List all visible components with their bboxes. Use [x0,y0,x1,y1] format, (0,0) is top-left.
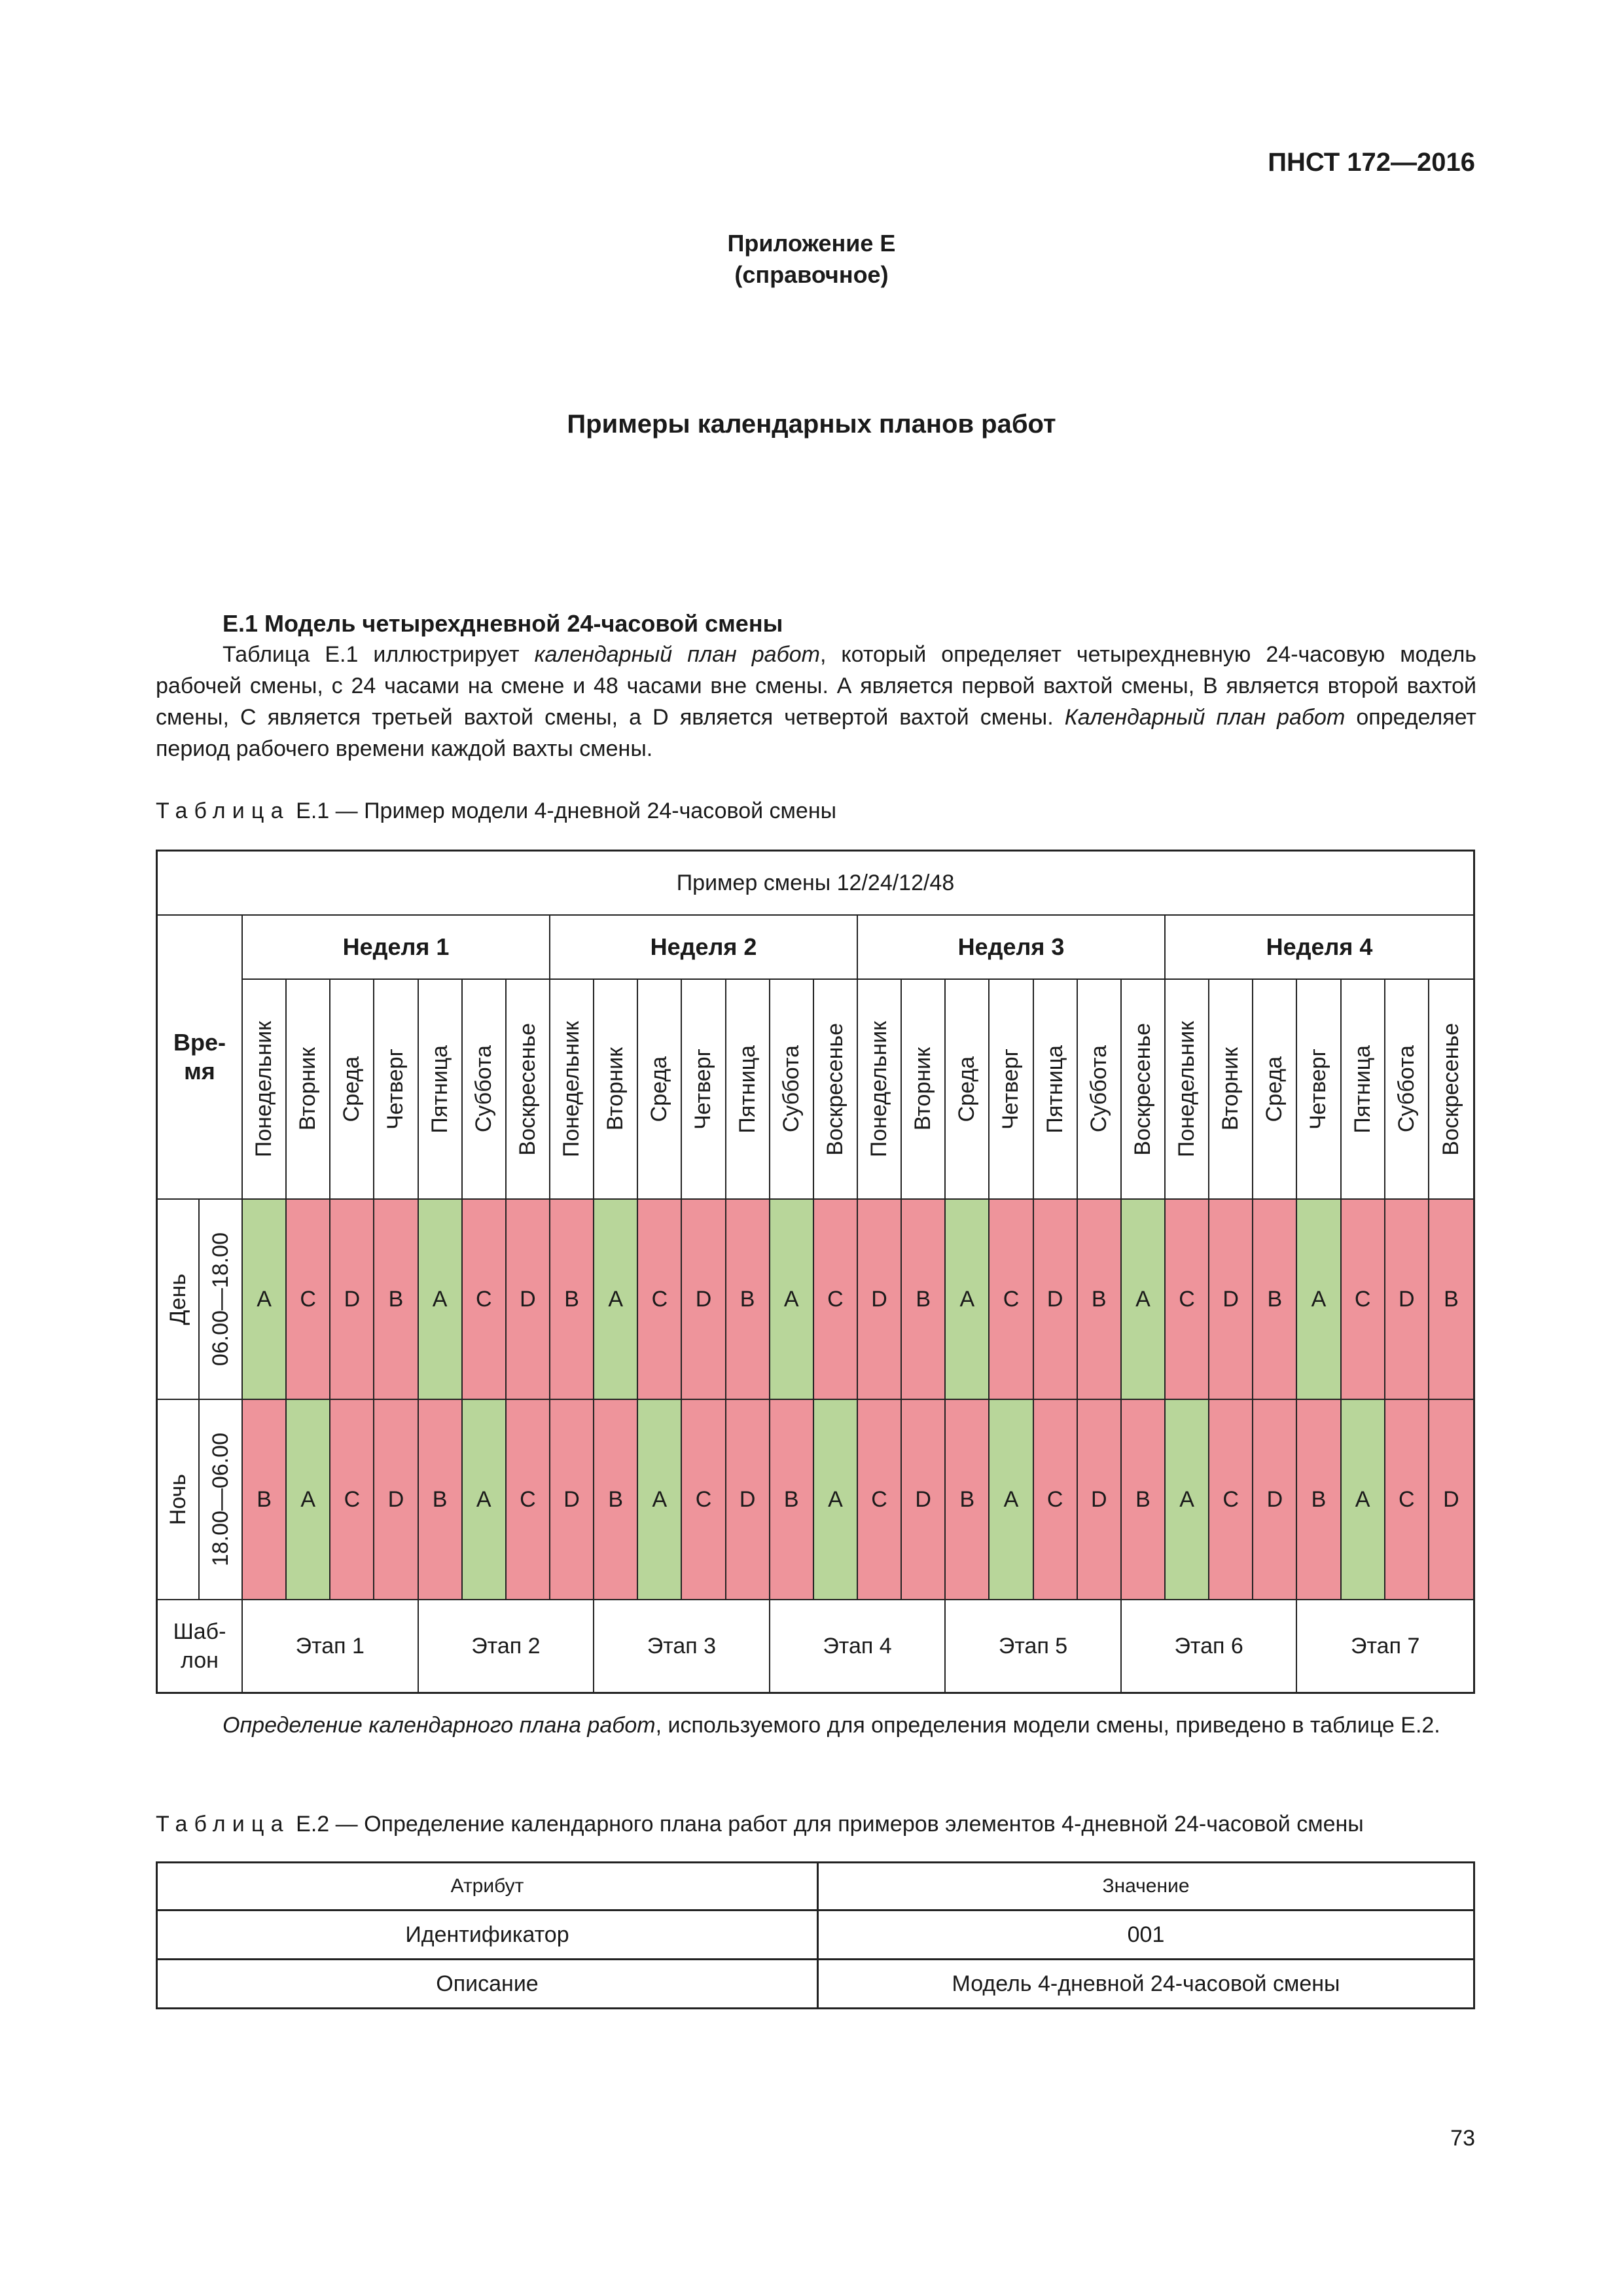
day-header-text: Понедельник [251,1020,277,1158]
table2-caption-text: Е.2 — Определение календарного плана работ для примеров элементов 4-дневной 24-часовой смены [296,1812,1364,1837]
paragraph-intro-text [156,639,1476,764]
stage-cell-text: Этап 3 [647,1633,717,1659]
table-row [157,1960,1474,2009]
day-header-text: Понедельник [1174,1020,1200,1158]
shift-cell-text: D [387,1486,404,1512]
shift-cell-text: B [1444,1286,1459,1312]
day-header-text: Среда [339,1056,365,1122]
shift-cell-text: A [300,1486,316,1512]
text-run: Таблица Е.1 иллюстрирует [223,642,535,667]
shift-time-text: 06.00—18.00 [207,1232,233,1367]
day-header [243,980,287,1200]
stage-cell [1122,1600,1298,1692]
day-header [419,980,463,1200]
shift-cell-text: B [916,1286,931,1312]
shift-cell-text: A [1135,1286,1150,1312]
shift-cell [638,1400,682,1600]
shift-cell [243,1200,287,1400]
day-header-text: Суббота [1393,1045,1419,1133]
day-header [1429,980,1473,1200]
shift-cell [507,1200,550,1400]
stage-cell [1297,1600,1473,1692]
template-label [158,1600,243,1692]
day-header [287,980,330,1200]
shift-cell [1209,1400,1253,1600]
day-header-text: Четверг [1306,1049,1331,1130]
shift-cell [1385,1400,1429,1600]
day-header-text: Суббота [471,1045,496,1133]
shift-time [200,1200,243,1400]
shift-cell-text: A [432,1286,448,1312]
shift-cell-text: C [1398,1486,1415,1512]
day-header-text: Воскресенье [1438,1022,1463,1156]
table-cell: Модель 4-дневной 24-часовой смены [818,1960,1474,2009]
shift-cell-text: C [300,1286,316,1312]
shift-label [158,1200,200,1400]
day-header [1078,980,1122,1200]
day-header-text: Воскресенье [514,1022,540,1156]
shift-cell [243,1400,287,1600]
day-header [463,980,507,1200]
shift-cell [858,1400,902,1600]
shift-time [200,1400,243,1600]
shift-cell-text: D [520,1286,536,1312]
shift-cell [682,1200,726,1400]
shift-cell [1253,1400,1297,1600]
day-header-text: Воскресенье [1130,1022,1155,1156]
time-header [158,916,243,1200]
stage-cell [770,1600,946,1692]
shift-cell-text: D [915,1486,931,1512]
paragraph-intro [156,639,1476,764]
paragraph-definition-text [156,1710,1476,1741]
day-header [638,980,682,1200]
day-header [1297,980,1341,1200]
shift-cell-text: A [828,1486,843,1512]
shift-cell-text: C [871,1486,887,1512]
stage-cell [243,1600,419,1692]
stage-cell-text: Этап 6 [1174,1633,1243,1659]
shift-cell [330,1400,374,1600]
table1-title-text: Пример смены 12/24/12/48 [676,870,955,895]
shift-cell-text: A [476,1486,491,1512]
shift-cell [990,1200,1033,1400]
shift-cell-text: B [1135,1486,1150,1512]
day-header [946,980,990,1200]
day-header [858,980,902,1200]
shift-cell [1078,1400,1122,1600]
shift-cell-text: C [1003,1286,1020,1312]
shift-cell-text: A [1179,1486,1194,1512]
shift-cell-text: D [1398,1286,1415,1312]
shift-cell-text: D [871,1286,887,1312]
shift-cell-text: C [1222,1486,1239,1512]
stage-cell-text: Этап 5 [998,1633,1068,1659]
day-header-text: Понедельник [559,1020,584,1158]
shift-cell-text: A [1311,1286,1327,1312]
table1-title [158,852,1473,916]
shift-cell-text: A [1355,1486,1370,1512]
shift-cell-text: B [388,1286,404,1312]
time-header-text: Вре- мя [173,1029,226,1085]
table-row [157,1910,1474,1960]
shift-cell-text: C [1354,1286,1371,1312]
week-header-text: Неделя 2 [650,933,757,960]
table1-caption-label: Таблица [156,798,290,823]
day-header [1166,980,1209,1200]
shift-cell [1297,1400,1341,1600]
table-cell: 001 [818,1910,1474,1960]
day-header-text: Воскресенье [822,1022,847,1156]
shift-cell-text: B [257,1486,272,1512]
shift-cell-text: D [563,1486,580,1512]
text-run: , который определяет четырехдневную 24-часовую модель рабочей смены, с 24 часами на смене и 48 часами вне смены. А является первой вахтой смены, В является второй вахтой смены, С является третьей вахтой смены, а D является четвертой вахтой смены. [156,642,1477,730]
shift-cell [287,1200,330,1400]
shift-cell-text: B [783,1486,799,1512]
text-run: определяет период рабочего времени каждой вахты смены. [156,705,1477,761]
shift-cell [1429,1400,1473,1600]
shift-cell [726,1400,770,1600]
shift-cell [814,1400,858,1600]
shift-cell-text: A [1003,1486,1019,1512]
shift-cell [1122,1200,1166,1400]
shift-cell [770,1200,814,1400]
shift-cell-text: A [783,1286,799,1312]
day-header [507,980,550,1200]
shift-cell-text: B [1311,1486,1327,1512]
template-label-text: Шаб- лон [173,1619,226,1673]
shift-cell [726,1200,770,1400]
shift-cell [287,1400,330,1600]
shift-cell [550,1200,594,1400]
shift-cell-text: C [695,1486,712,1512]
shift-cell [902,1400,946,1600]
table1-caption-text: Е.1 — Пример модели 4-дневной 24-часовой смены [296,798,837,823]
shift-time-text: 18.00—06.00 [207,1432,233,1567]
shift-cell-text: D [1046,1286,1063,1312]
shift-cell [902,1200,946,1400]
shift-cell-text: B [1267,1286,1283,1312]
day-header-text: Понедельник [866,1020,892,1158]
paragraph-definition [156,1710,1476,1741]
page-title: Примеры календарных планов работ [567,410,1056,439]
day-header-text: Четверг [998,1049,1024,1130]
text-run: Определение календарного плана работ [223,1713,656,1738]
shift-cell-text: A [608,1286,624,1312]
stage-cell-text: Этап 4 [823,1633,892,1659]
day-header-text: Среда [954,1056,980,1122]
day-header [594,980,638,1200]
table-header-row [157,1863,1474,1910]
shift-cell [1122,1400,1166,1600]
shift-cell [946,1200,990,1400]
day-header-text: Среда [1262,1056,1287,1122]
shift-cell [770,1400,814,1600]
shift-cell-text: C [520,1486,536,1512]
appendix-subtitle: (справочное) [734,261,889,288]
stage-cell [419,1600,595,1692]
shift-cell-text: C [344,1486,361,1512]
shift-cell [330,1200,374,1400]
day-header [902,980,946,1200]
shift-cell [638,1200,682,1400]
shift-cell-text: B [432,1486,448,1512]
shift-cell [419,1200,463,1400]
shift-cell [1166,1400,1209,1600]
day-header [374,980,418,1200]
shift-cell [1166,1200,1209,1400]
shift-label-text: День [165,1273,190,1325]
day-header-text: Пятница [427,1045,452,1134]
appendix-title: Приложение Е [727,230,896,257]
shift-cell [463,1200,507,1400]
day-header [1342,980,1385,1200]
shift-cell [814,1200,858,1400]
shift-cell [946,1400,990,1600]
shift-cell [374,1400,418,1600]
week-header [1166,916,1473,980]
day-header [1034,980,1078,1200]
shift-cell [1385,1200,1429,1400]
table-cell: Описание [157,1960,818,2009]
day-header-text: Вторник [1218,1047,1243,1131]
shift-cell-text: B [1091,1286,1107,1312]
shift-cell-text: C [1046,1486,1063,1512]
shift-cell [374,1200,418,1400]
shift-cell [594,1200,638,1400]
table2-caption [156,1812,1364,1837]
shift-cell-text: B [959,1486,975,1512]
shift-cell-text: A [652,1486,668,1512]
day-header [1122,980,1166,1200]
day-header-text: Пятница [1349,1045,1375,1134]
shift-cell-text: C [651,1286,668,1312]
column-header-attribute: Атрибут [157,1863,818,1910]
stage-cell [946,1600,1122,1692]
day-header [726,980,770,1200]
shift-cell [1034,1200,1078,1400]
shift-label [158,1400,200,1600]
shift-cell [1342,1200,1385,1400]
appendix-heading [0,228,1623,291]
shift-cell [1078,1200,1122,1400]
day-header [330,980,374,1200]
week-header [243,916,550,980]
column-header-value: Значение [818,1863,1474,1910]
week-header [858,916,1166,980]
shift-cell-text: C [827,1286,844,1312]
shift-cell [1342,1400,1385,1600]
shift-cell [594,1400,638,1600]
shift-cell-text: D [1090,1486,1107,1512]
stage-cell-text: Этап 2 [471,1633,541,1659]
shift-cell [463,1400,507,1600]
shift-cell-text: B [564,1286,579,1312]
day-header-text: Вторник [295,1047,321,1131]
day-header-text: Вторник [910,1047,936,1131]
schedule-definition-table [156,1861,1475,2009]
shift-cell [858,1200,902,1400]
day-header [770,980,814,1200]
day-header-text: Четверг [690,1049,716,1130]
day-header-text: Вторник [603,1047,628,1131]
shift-cell [1253,1200,1297,1400]
shift-cell-text: D [1266,1486,1283,1512]
day-header-text: Суббота [1086,1045,1111,1133]
stage-cell [594,1600,770,1692]
day-header [1385,980,1429,1200]
shift-cell-text: D [1443,1486,1459,1512]
shift-cell-text: A [257,1286,272,1312]
day-header [1209,980,1253,1200]
shift-cell-text: B [608,1486,624,1512]
table-cell: Идентификатор [157,1910,818,1960]
shift-cell-text: D [1222,1286,1239,1312]
shift-cell [1429,1200,1473,1400]
shift-label-text: Ночь [165,1473,190,1526]
week-header-text: Неделя 4 [1266,933,1373,960]
text-run: календарный план работ [534,642,820,667]
day-header [990,980,1033,1200]
day-header-text: Среда [647,1056,672,1122]
shift-cell-text: D [344,1286,361,1312]
day-header [550,980,594,1200]
day-header [1253,980,1297,1200]
stage-cell-text: Этап 7 [1351,1633,1420,1659]
shift-cell-text: B [740,1286,755,1312]
shift-cell [507,1400,550,1600]
week-header-text: Неделя 1 [342,933,450,960]
shift-cell [1297,1200,1341,1400]
shift-cell-text: C [475,1286,492,1312]
shift-cell [990,1400,1033,1600]
week-header [550,916,858,980]
table2-caption-label: Таблица [156,1812,290,1837]
text-run: , используемого для определения модели смены, приведено в таблице Е.2. [655,1713,1440,1738]
shift-cell-text: A [959,1286,975,1312]
day-header [682,980,726,1200]
page-number: 73 [1450,2126,1475,2151]
day-header-text: Пятница [1042,1045,1067,1134]
text-run: Календарный план работ [1064,705,1346,730]
shift-cell-text: D [739,1486,756,1512]
shift-cell-text: D [695,1286,712,1312]
day-header-text: Суббота [778,1045,804,1133]
day-header [814,980,858,1200]
shift-schedule-table [156,850,1475,1694]
document-code: ПНСТ 172—2016 [1268,148,1475,177]
day-header-text: Четверг [383,1049,408,1130]
section-title: Е.1 Модель четырехдневной 24-часовой смены [223,610,783,637]
week-header-text: Неделя 3 [957,933,1065,960]
shift-cell [682,1400,726,1600]
shift-cell [419,1400,463,1600]
day-header-text: Пятница [734,1045,760,1134]
shift-cell [550,1400,594,1600]
shift-cell-text: C [1179,1286,1195,1312]
stage-cell-text: Этап 1 [295,1633,365,1659]
shift-cell [1034,1400,1078,1600]
table1-caption [156,798,836,824]
shift-cell [1209,1200,1253,1400]
